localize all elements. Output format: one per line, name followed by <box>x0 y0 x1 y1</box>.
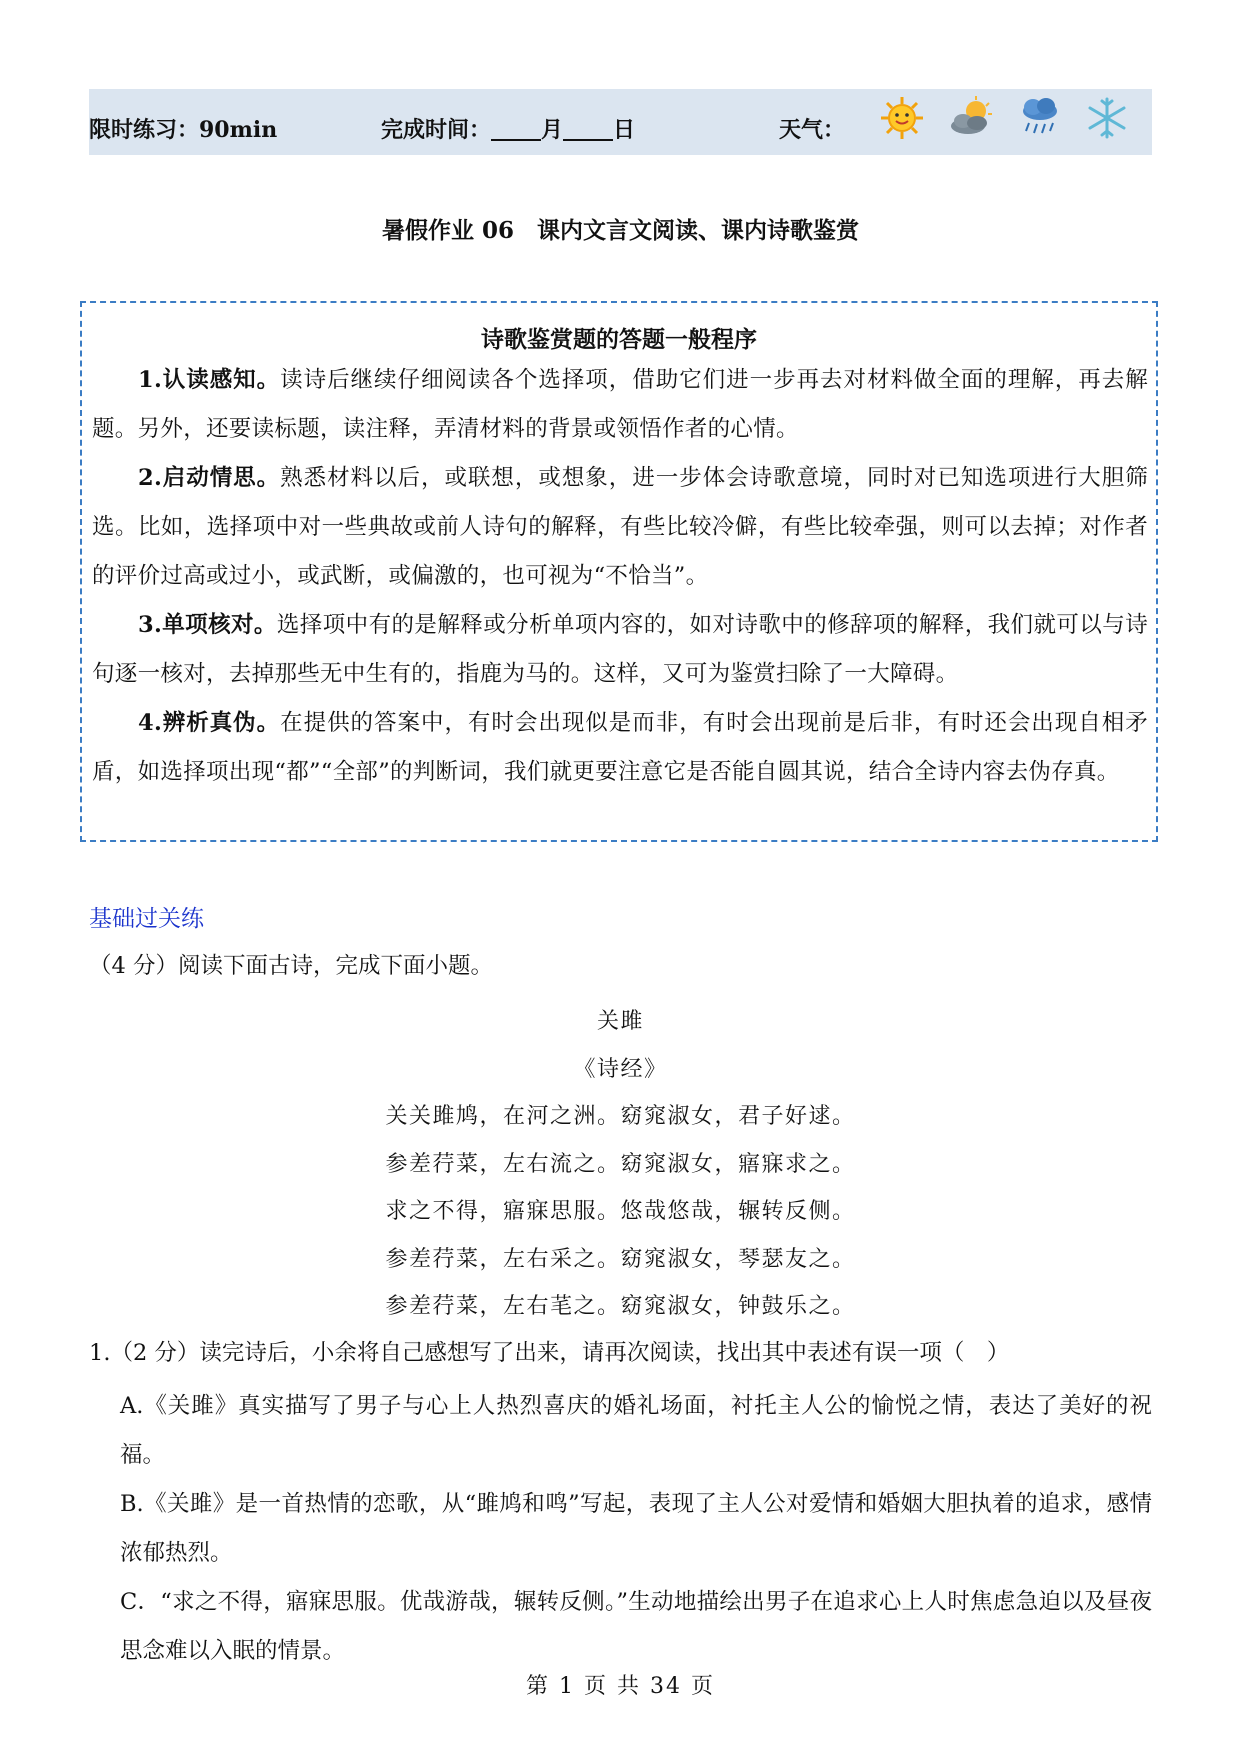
sunny-icon <box>879 95 925 141</box>
step-text: 选择项中有的是解释或分析单项内容的，如对诗歌中的修辞项的解释，我们就可以与诗句逐一核对，去掉那些无中生有的，指鹿为马的。这样，又可为鉴赏扫除了一大障碍。 <box>92 612 1148 687</box>
month-label: 月 <box>541 117 564 143</box>
completion-date-label <box>381 119 635 141</box>
method-step <box>92 699 1148 797</box>
method-step <box>92 601 1148 699</box>
poem-line: 求之不得，寤寐思服。悠哉悠哉，辗转反侧。 <box>385 1199 856 1224</box>
method-steps <box>92 356 1148 797</box>
step-text: 熟悉材料以后，或联想，或想象，进一步体会诗歌意境，同时对已知选项进行大胆筛选。比如，选择项中对一些典故或前人诗句的解释，有些比较冷僻，有些比较牵强，则可以去掉；对作者的评价过高或过小，或武断，或偏激的，也可视为“不恰当”。 <box>92 465 1148 589</box>
method-step <box>92 454 1148 601</box>
document-title: 暑假作业 06 课内文言文阅读、课内诗歌鉴赏 <box>381 217 859 244</box>
step-label: 4.辨析真伪。 <box>138 710 281 736</box>
poem-line: 关关雎鸠，在河之洲。窈窕淑女，君子好逑。 <box>385 1104 856 1129</box>
month-blank <box>491 119 541 141</box>
option-c: C．“求之不得，寤寐思服。优哉游哉，辗转反侧。”生动地描绘出男子在追求心上人时焦虑急迫以及昼夜思念难以入眠的情景。 <box>120 1589 1152 1664</box>
step-text: 读诗后继续仔细阅读各个选择项，借助它们进一步再去对材料做全面的理解，再去解题。另外，还要读标题，读注释，弄清材料的背景或领悟作者的心情。 <box>92 367 1148 442</box>
weather-icons <box>879 95 1146 141</box>
step-text: 在提供的答案中，有时会出现似是而非，有时会出现前是后非，有时还会出现自相矛盾，如选择项出现“都”“全部”的判断词，我们就更要注意它是否能自圆其说，结合全诗内容去伪存真。 <box>92 710 1148 785</box>
completion-prefix: 完成时间： <box>381 117 492 143</box>
weather-label: 天气： <box>779 117 846 143</box>
rain-icon <box>1017 95 1063 141</box>
answer-options <box>120 1382 1152 1676</box>
poem-line: 参差荇菜，左右芼之。窈窕淑女，钟鼓乐之。 <box>385 1294 856 1319</box>
poem-title: 关雎 <box>596 1009 644 1034</box>
page-footer: 第 1 页 共 34 页 <box>526 1674 715 1699</box>
question-intro: （4 分）阅读下面古诗，完成下面小题。 <box>89 953 493 979</box>
poetry-method-box <box>80 301 1158 842</box>
poem-line: 参差荇菜，左右采之。窈窕淑女，琴瑟友之。 <box>385 1246 856 1272</box>
section-heading: 基础过关练 <box>89 906 204 932</box>
option-a: A.《关雎》真实描写了男子与心上人热烈喜庆的婚礼场面，衬托主人公的愉悦之情，表达了美好的祝福。 <box>120 1393 1152 1468</box>
day-blank <box>563 119 613 141</box>
step-label: 1.认读感知。 <box>138 367 281 393</box>
time-limit-label: 限时练习：90min <box>89 117 278 143</box>
poem-block <box>0 998 1241 1331</box>
poem-line: 参差荇菜，左右流之。窈窕淑女，寤寐求之。 <box>385 1151 856 1177</box>
day-label: 日 <box>613 117 636 143</box>
option-b: B.《关雎》是一首热情的恋歌，从“雎鸠和鸣”写起，表现了主人公对爱情和婚姻大胆执着的追求，感情浓郁热烈。 <box>120 1491 1152 1566</box>
snowflake-icon <box>1084 95 1130 141</box>
method-step <box>92 356 1148 454</box>
practice-header-bar <box>89 89 1152 155</box>
poem-source: 《诗经》 <box>573 1056 668 1082</box>
question-stem: 1.（2 分）读完诗后，小余将自己感想写了出来，请再次阅读，找出其中表述有误一项（ ） <box>89 1340 1010 1366</box>
partly-cloudy-icon <box>946 95 996 141</box>
method-box-title: 诗歌鉴赏题的答题一般程序 <box>481 326 757 353</box>
step-label: 3.单项核对。 <box>138 612 277 638</box>
step-label: 2.启动情思。 <box>138 465 281 491</box>
